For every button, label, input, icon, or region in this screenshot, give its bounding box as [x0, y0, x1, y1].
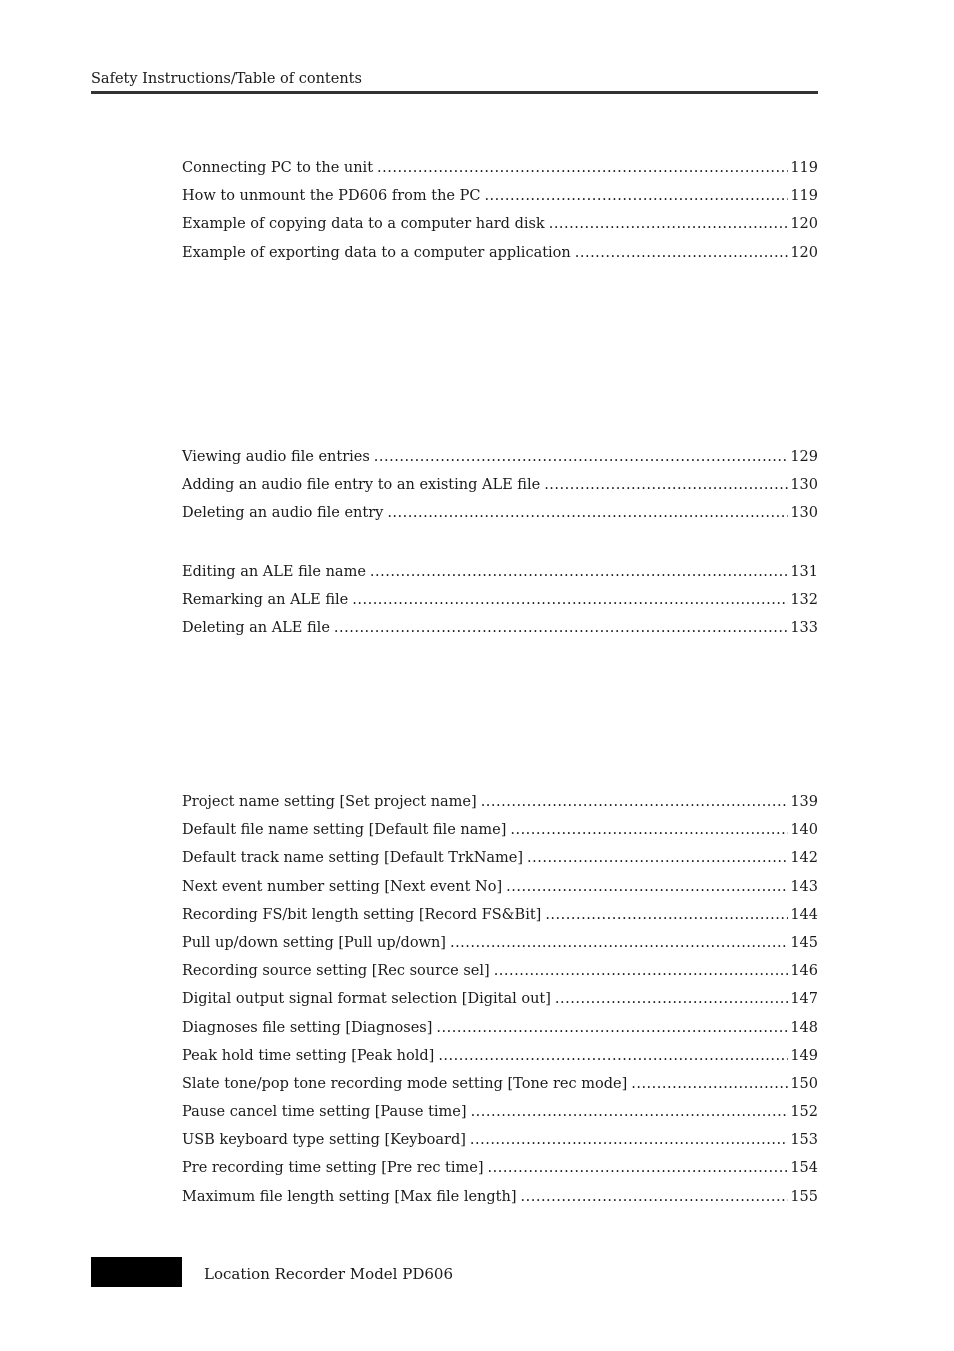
- toc-entry-title: Peak hold time setting [Peak hold]: [182, 1047, 435, 1064]
- toc-entry-title: USB keyboard type setting [Keyboard]: [182, 1132, 466, 1149]
- footer-model-text: Location Recorder Model PD606: [204, 1265, 453, 1283]
- toc-leader-dots: [334, 619, 788, 637]
- toc-leader-dots: [387, 504, 788, 522]
- toc-entry[interactable]: [182, 1047, 818, 1075]
- toc-entry[interactable]: [182, 1019, 818, 1047]
- toc-entry[interactable]: [182, 244, 818, 272]
- toc-leader-dots: [545, 906, 788, 924]
- toc-entry[interactable]: [182, 1131, 818, 1159]
- toc-entry-page: 131: [790, 564, 818, 580]
- toc-entry-title: How to unmount the PD606 from the PC: [182, 188, 481, 205]
- toc-entry-page: 148: [790, 1019, 818, 1036]
- toc-entry[interactable]: [182, 187, 818, 215]
- toc-entry[interactable]: [182, 448, 818, 476]
- toc-entry-page: 132: [790, 592, 818, 609]
- toc-entry-title: Editing an ALE file name: [182, 564, 366, 580]
- toc-entry-page: 150: [790, 1075, 818, 1092]
- toc-entry-page: 139: [790, 794, 818, 810]
- toc-entry-page: 144: [790, 906, 818, 923]
- toc-leader-dots: [436, 1019, 788, 1037]
- toc-entry-page: 120: [790, 244, 818, 261]
- toc-leader-dots: [488, 1159, 789, 1177]
- toc-entry-title: Connecting PC to the unit: [182, 160, 374, 176]
- toc-entry[interactable]: [182, 990, 818, 1018]
- toc-leader-dots: [555, 990, 788, 1008]
- toc-entry-title: Next event number setting [Next event No]: [182, 878, 503, 895]
- toc-group-pc-connection: [182, 159, 818, 272]
- toc-entry[interactable]: [182, 1188, 818, 1216]
- toc-leader-dots: [374, 448, 789, 466]
- toc-entry[interactable]: [182, 962, 818, 990]
- toc-entry-title: Pull up/down setting [Pull up/down]: [182, 934, 446, 951]
- toc-entry[interactable]: [182, 934, 818, 962]
- toc-entry-page: 154: [790, 1160, 818, 1177]
- header-rule: [91, 91, 818, 94]
- toc-entry-title: Diagnoses file setting [Diagnoses]: [182, 1019, 433, 1036]
- toc-entry-page: 120: [790, 216, 818, 233]
- toc-group-audio-file-entries: [182, 448, 818, 533]
- toc-entry-title: Pause cancel time setting [Pause time]: [182, 1104, 467, 1121]
- toc-entry-page: 119: [790, 188, 818, 205]
- toc-entry-title: Digital output signal format selection [Digital out]: [182, 991, 551, 1008]
- toc-entry[interactable]: [182, 906, 818, 934]
- toc-entry-page: 140: [790, 822, 818, 839]
- toc-leader-dots: [631, 1075, 788, 1093]
- toc-leader-dots: [370, 563, 788, 581]
- toc-entry[interactable]: [182, 793, 818, 821]
- toc-entry-page: 147: [790, 991, 818, 1008]
- toc-entry-page: 155: [790, 1188, 818, 1205]
- toc-entry-page: 152: [790, 1104, 818, 1121]
- toc-entry-title: Remarking an ALE file: [182, 592, 349, 609]
- toc-leader-dots: [521, 1188, 789, 1206]
- toc-entry-title: Slate tone/pop tone recording mode setting [Tone rec mode]: [182, 1075, 628, 1092]
- toc-entry-title: Project name setting [Set project name]: [182, 794, 477, 810]
- toc-entry[interactable]: [182, 159, 818, 187]
- toc-leader-dots: [544, 476, 788, 494]
- toc-entry-title: Pre recording time setting [Pre rec time]: [182, 1160, 484, 1177]
- toc-entry-page: 145: [790, 934, 818, 951]
- toc-entry-page: 149: [790, 1047, 818, 1064]
- toc-entry[interactable]: [182, 476, 818, 504]
- toc-entry-title: Recording source setting [Rec source sel]: [182, 963, 490, 980]
- toc-leader-dots: [450, 934, 788, 952]
- toc-entry-title: Deleting an audio file entry: [182, 505, 384, 522]
- toc-entry[interactable]: [182, 563, 818, 591]
- toc-entry-page: 133: [790, 620, 818, 637]
- toc-entry[interactable]: [182, 591, 818, 619]
- toc-group-settings: [182, 793, 818, 1216]
- toc-entry[interactable]: [182, 849, 818, 877]
- toc-leader-dots: [352, 591, 788, 609]
- toc-entry-page: 130: [790, 477, 818, 494]
- toc-entry-page: 153: [790, 1132, 818, 1149]
- toc-entry-page: 130: [790, 505, 818, 522]
- toc-entry-title: Adding an audio file entry to an existing ALE file: [182, 477, 541, 494]
- toc-entry[interactable]: [182, 1103, 818, 1131]
- toc-group-ale-files: [182, 563, 818, 648]
- toc-entry-title: Maximum file length setting [Max file length]: [182, 1188, 517, 1205]
- toc-entry-page: 119: [790, 160, 818, 176]
- page-header-title: Safety Instructions/Table of contents: [91, 71, 362, 87]
- toc-leader-dots: [575, 244, 789, 262]
- toc-entry[interactable]: [182, 215, 818, 243]
- toc-leader-dots: [471, 1103, 789, 1121]
- toc-entry-title: Deleting an ALE file: [182, 620, 330, 637]
- toc-leader-dots: [506, 878, 788, 896]
- toc-entry-title: Default track name setting [Default TrkName]: [182, 850, 524, 867]
- toc-entry[interactable]: [182, 504, 818, 532]
- toc-leader-dots: [510, 821, 788, 839]
- toc-entry-title: Default file name setting [Default file name]: [182, 822, 507, 839]
- toc-entry-title: Viewing audio file entries: [182, 449, 370, 465]
- toc-entry-title: Recording FS/bit length setting [Record FS&Bit]: [182, 906, 542, 923]
- toc-entry-page: 143: [790, 878, 818, 895]
- toc-leader-dots: [481, 793, 789, 811]
- toc-leader-dots: [549, 215, 789, 233]
- toc-entry-title: Example of exporting data to a computer application: [182, 244, 571, 261]
- toc-entry[interactable]: [182, 878, 818, 906]
- toc-entry-title: Example of copying data to a computer hard disk: [182, 216, 545, 233]
- toc-entry-page: 129: [790, 449, 818, 465]
- toc-leader-dots: [527, 849, 788, 867]
- toc-leader-dots: [377, 159, 788, 177]
- footer-page-number-block: [91, 1257, 182, 1287]
- toc-leader-dots: [438, 1047, 788, 1065]
- toc-entry[interactable]: [182, 619, 818, 647]
- toc-entry-page: 146: [790, 963, 818, 980]
- toc-entry[interactable]: [182, 1075, 818, 1103]
- toc-entry[interactable]: [182, 1159, 818, 1187]
- toc-entry[interactable]: [182, 821, 818, 849]
- toc-entry-page: 142: [790, 850, 818, 867]
- toc-leader-dots: [470, 1131, 788, 1149]
- toc-leader-dots: [484, 187, 788, 205]
- toc-leader-dots: [494, 962, 789, 980]
